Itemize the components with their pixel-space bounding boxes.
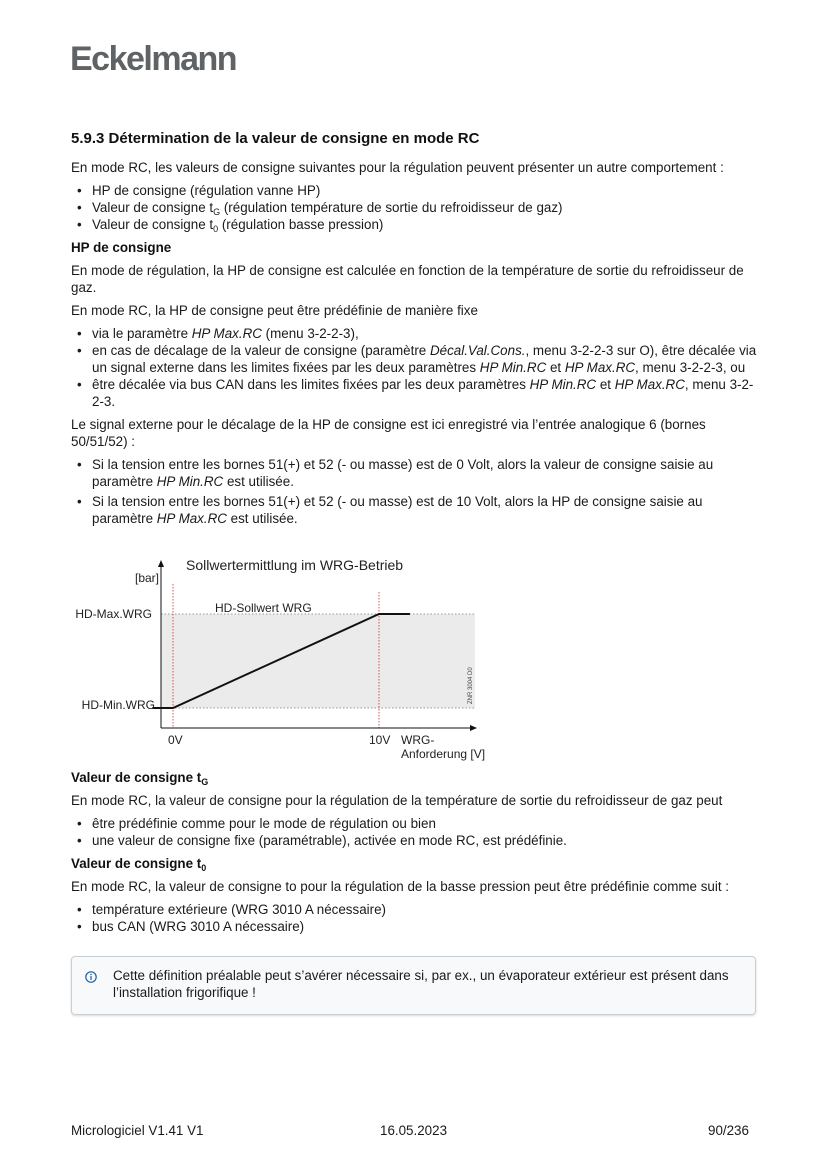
intro-paragraph: En mode RC, les valeurs de consigne suivantes pour la régulation peuvent présenter un autre comportement : — [71, 160, 724, 175]
setpoint-band — [161, 614, 475, 708]
info-icon — [85, 971, 97, 983]
x-tick-0v: 0V — [168, 733, 183, 747]
note-text: Cette définition préalable peut s’avérer nécessaire si, par ex., un évaporateur extérieur est présent dans l’installation frigorifique ! — [113, 968, 729, 1000]
chart-title: Sollwertermittlung im WRG-Betrieb — [186, 557, 404, 573]
x-axis-label-line1: WRG- — [401, 733, 435, 747]
hp-paragraph-1: En mode de régulation, la HP de consigne est calculée en fonction de la température de sortie du refroidisseur de gaz. — [71, 263, 744, 295]
info-note — [71, 956, 756, 1015]
drawing-number: ZNR 3004 D0 — [468, 667, 474, 704]
hp-paragraph-2: En mode RC, la HP de consigne peut être prédéfinie de manière fixe — [71, 303, 478, 318]
list-item: • via le paramètre HP Max.RC (menu 3-2-2-3), — [71, 325, 761, 342]
y-tick-min: HD-Min.WRG — [81, 698, 155, 712]
list-item: • bus CAN (WRG 3010 A nécessaire) — [71, 918, 761, 935]
list-item: • Valeur de consigne $t_G$ (régulation température de sortie du refroidisseur de gaz) — [71, 199, 761, 216]
list-item: • Si la tension entre les bornes 51(+) et 52 (- ou masse) est de 10 Volt, alors la HP de consigne saisie au paramètre HP Max.RC est utilisée. — [71, 493, 761, 527]
y-tick-max: HD-Max.WRG — [75, 607, 152, 621]
list-item: • Valeur de consigne $t_0$ (régulation basse pression) — [71, 216, 761, 233]
chart-svg — [71, 547, 511, 767]
heading-valeur-t0: Valeur de consigne $t_0$ — [71, 856, 207, 873]
intro-list — [71, 182, 761, 233]
footer-date: 16.05.2023 — [380, 1123, 448, 1138]
list-item: • en cas de décalage de la valeur de consigne (paramètre Décal.Val.Cons., menu 3-2-2-3 sur O), être décalée via un signal externe dans les limites fixées par les deux paramètres HP Min.RC et HP Max.RC, menu 3-2-2-3, ou — [71, 342, 761, 376]
list-item: • température extérieure (WRG 3010 A nécessaire) — [71, 901, 761, 918]
list-item: • une valeur de consigne fixe (paramétrable), activée en mode RC, est prédéfinie. — [71, 832, 761, 849]
footer-page-number: 90/236 — [708, 1123, 749, 1138]
heading-hp-de-consigne: HP de consigne — [71, 240, 172, 255]
x-axis-arrow — [470, 725, 477, 731]
t0-paragraph: En mode RC, la valeur de consigne to pour la régulation de la basse pression peut être prédéfinie comme suit : — [71, 879, 730, 894]
x-axis-label-line2: Anforderung [V] — [401, 747, 486, 761]
voltage-list — [71, 456, 761, 527]
section-title: 5.9.3 Détermination de la valeur de consigne en mode RC — [71, 130, 480, 147]
main-content — [71, 130, 761, 941]
eckelmann-logo: Eckelmann — [70, 40, 237, 78]
series-label: HD-Sollwert WRG — [215, 601, 312, 615]
list-item: • être prédéfinie comme pour le mode de régulation ou bien — [71, 815, 761, 832]
list-item: • HP de consigne (régulation vanne HP) — [71, 182, 761, 199]
setpoint-chart — [71, 547, 511, 767]
list-item: • Si la tension entre les bornes 51(+) et 52 (- ou masse) est de 0 Volt, alors la valeur de consigne saisie au paramètre HP Min.RC est utilisée. — [71, 456, 761, 490]
tg-paragraph: En mode RC, la valeur de consigne pour la régulation de la température de sortie du refroidisseur de gaz peut — [71, 793, 723, 808]
y-axis-label: [bar] — [134, 571, 159, 585]
hp-paragraph-3: Le signal externe pour le décalage de la HP de consigne est ici enregistré via l’entrée analogique 6 (bornes 50/51/52) : — [71, 417, 706, 449]
footer-firmware: Micrologiciel V1.41 V1 — [71, 1123, 204, 1138]
hp-list — [71, 325, 761, 410]
t0-list — [71, 901, 761, 935]
heading-valeur-tg: Valeur de consigne $t_G$ — [71, 770, 209, 787]
tg-list — [71, 815, 761, 849]
list-item: • être décalée via bus CAN dans les limites fixées par les deux paramètres HP Min.RC et HP Max.RC, menu 3-2-2-3. — [71, 376, 761, 410]
x-tick-10v: 10V — [369, 733, 391, 747]
y-axis-arrow — [158, 560, 164, 567]
